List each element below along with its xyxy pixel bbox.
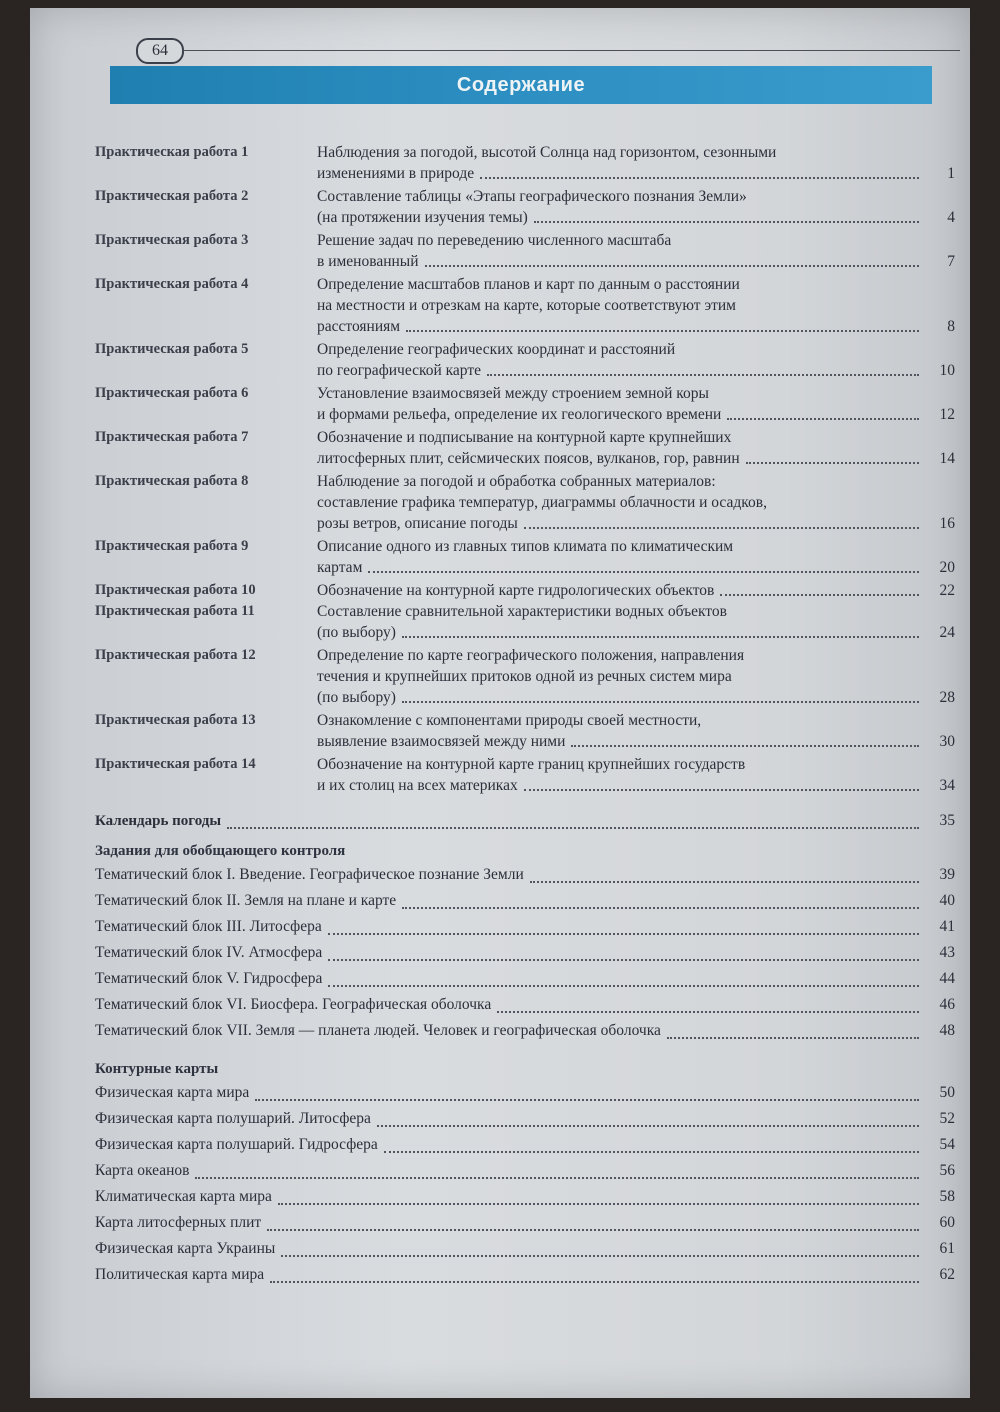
toc-practical-work — [95, 142, 955, 184]
control-task-entry-text: Тематический блок IV. Атмосфера — [95, 944, 323, 961]
contour-map-entry — [95, 1158, 955, 1184]
contour-map-entry-text: Физическая карта Украины — [95, 1240, 276, 1257]
description-line — [317, 622, 955, 643]
dot-leader — [497, 1011, 919, 1013]
page-ref: 44 — [939, 970, 955, 987]
practical-work-label: Практическая работа 6 — [95, 385, 249, 401]
practical-work-label: Практическая работа 8 — [95, 473, 249, 489]
contour-map-entry — [95, 1262, 955, 1288]
toc-practical-work — [95, 645, 955, 708]
description-text: и их столиц на всех материках — [317, 777, 518, 794]
dot-leader — [402, 636, 919, 638]
description-text: и формами рельефа, определение их геологического времени — [317, 406, 722, 423]
page-ref: 52 — [939, 1110, 955, 1127]
page-ref: 40 — [939, 892, 955, 909]
page-ref: 34 — [939, 777, 955, 794]
practical-work-label: Практическая работа 10 — [95, 582, 256, 598]
page-ref: 28 — [939, 689, 955, 706]
description-line: Наблюдение за погодой и обработка собранных материалов: — [317, 473, 716, 490]
page-number: 64 — [136, 38, 184, 64]
description-line: Наблюдения за погодой, высотой Солнца над горизонтом, сезонными — [317, 144, 777, 161]
page-header — [120, 38, 960, 62]
control-task-entry-text: Тематический блок V. Гидросфера — [95, 970, 323, 987]
practical-work-label: Практическая работа 5 — [95, 341, 249, 357]
page-ref: 62 — [939, 1266, 955, 1283]
dot-leader — [406, 330, 919, 332]
toc-practical-work — [95, 754, 955, 796]
practical-work-label: Практическая работа 7 — [95, 429, 249, 445]
description-line: Описание одного из главных типов климата по климатическим — [317, 538, 734, 555]
toc-practical-work — [95, 186, 955, 228]
control-task-entry-text: Тематический блок II. Земля на плане и карте — [95, 892, 397, 909]
dot-leader — [384, 1151, 919, 1153]
page-ref: 50 — [939, 1084, 955, 1101]
practical-work-description — [317, 754, 955, 796]
contour-map-entry-text: Карта океанов — [95, 1162, 190, 1179]
description-line — [317, 163, 955, 184]
dot-leader — [402, 701, 919, 703]
dot-leader — [328, 933, 919, 935]
contour-map-entry — [95, 1132, 955, 1158]
description-line — [317, 207, 955, 228]
dot-leader — [281, 1255, 919, 1257]
toc-practical-work — [95, 383, 955, 425]
description-line: Решение задач по переведению численного масштаба — [317, 232, 672, 249]
dot-leader — [267, 1229, 919, 1231]
description-text: розы ветров, описание погоды — [317, 515, 518, 532]
dot-leader — [571, 745, 919, 747]
page-ref: 58 — [939, 1188, 955, 1205]
toc-practical-work — [95, 339, 955, 381]
toc-practical-work — [95, 601, 955, 643]
practical-work-description — [317, 142, 955, 184]
description-line: Составление сравнительной характеристики водных объектов — [317, 603, 727, 620]
description-text: по географической карте — [317, 362, 482, 379]
description-line — [317, 316, 955, 337]
page-ref: 1 — [947, 165, 955, 182]
toc-practical-work — [95, 274, 955, 337]
description-line: на местности и отрезкам на карте, которые соответствуют этим — [317, 297, 736, 314]
control-task-entry — [95, 1018, 955, 1044]
description-text: картам — [317, 559, 363, 576]
description-line — [317, 513, 955, 534]
toc-practical-work — [95, 710, 955, 752]
page-ref: 10 — [939, 362, 955, 379]
calendar-entry — [95, 808, 955, 834]
practical-work-description — [317, 471, 955, 534]
description-line: Обозначение и подписывание на контурной карте крупнейших — [317, 429, 732, 446]
description-text: в именованный — [317, 253, 419, 270]
control-task-entry-text: Тематический блок VI. Биосфера. Географическая оболочка — [95, 996, 492, 1013]
description-line: течения и крупнейших притоков одной из речных систем мира — [317, 668, 732, 685]
control-task-entry-text: Тематический блок III. Литосфера — [95, 918, 322, 935]
dot-leader — [328, 985, 919, 987]
contour-map-entry — [95, 1106, 955, 1132]
contour-map-entry-text: Физическая карта полушарий. Литосфера — [95, 1110, 371, 1127]
dot-leader — [328, 959, 919, 961]
practical-work-label: Практическая работа 2 — [95, 188, 249, 204]
practical-work-description — [317, 186, 955, 228]
practical-work-description — [317, 427, 955, 469]
practical-work-description — [317, 580, 955, 601]
toc-practical-work — [95, 471, 955, 534]
toc-practical-work — [95, 536, 955, 578]
page-ref: 56 — [939, 1162, 955, 1179]
contour-map-entry-text: Карта литосферных плит — [95, 1214, 262, 1231]
control-task-entry — [95, 914, 955, 940]
page-ref: 14 — [939, 450, 955, 467]
title-bar — [110, 66, 932, 104]
dot-leader — [524, 527, 919, 529]
dot-leader — [255, 1099, 919, 1101]
dot-leader — [746, 462, 919, 464]
page-ref: 8 — [947, 318, 955, 335]
description-line: Определение по карте географического положения, направления — [317, 647, 745, 664]
practical-work-description — [317, 536, 955, 578]
page-ref: 16 — [939, 515, 955, 532]
contour-map-entry — [95, 1236, 955, 1262]
contour-map-entry-text: Климатическая карта мира — [95, 1188, 272, 1205]
page-ref: 24 — [939, 624, 955, 641]
page-ref: 54 — [939, 1136, 955, 1153]
control-task-entry — [95, 992, 955, 1018]
description-line — [317, 251, 955, 272]
dot-leader — [377, 1125, 919, 1127]
practical-work-description — [317, 274, 955, 337]
page-ref: 43 — [939, 944, 955, 961]
contour-map-entry — [95, 1184, 955, 1210]
calendar-entry-text: Календарь погоды — [95, 813, 222, 829]
description-line — [317, 557, 955, 578]
description-line — [317, 731, 955, 752]
description-line — [317, 404, 955, 425]
dot-leader — [278, 1203, 919, 1205]
contour-maps-heading: Контурные карты — [95, 1061, 219, 1077]
page-ref: 60 — [939, 1214, 955, 1231]
description-line: Установление взаимосвязей между строением земной коры — [317, 385, 709, 402]
description-text: изменениями в природе — [317, 165, 475, 182]
dot-leader — [720, 594, 919, 596]
contour-map-entry — [95, 1210, 955, 1236]
description-line: Определение географических координат и расстояний — [317, 341, 676, 358]
control-task-entry — [95, 940, 955, 966]
page-ref: 12 — [939, 406, 955, 423]
page-ref: 7 — [947, 253, 955, 270]
description-line: составление графика температур, диаграммы облачности и осадков, — [317, 494, 767, 511]
description-line: Определение масштабов планов и карт по данным о расстоянии — [317, 276, 740, 293]
description-line: Составление таблицы «Этапы географического познания Земли» — [317, 188, 747, 205]
description-text: (на протяжении изучения темы) — [317, 209, 528, 226]
contour-map-entry-text: Физическая карта полушарий. Гидросфера — [95, 1136, 378, 1153]
page-ref: 30 — [939, 733, 955, 750]
practical-work-label: Практическая работа 4 — [95, 276, 249, 292]
contour-map-entry — [95, 1080, 955, 1106]
practical-work-description — [317, 383, 955, 425]
dot-leader — [727, 418, 919, 420]
dot-leader — [402, 907, 919, 909]
description-text: литосферных плит, сейсмических поясов, вулканов, гор, равнин — [317, 450, 740, 467]
description-line — [317, 360, 955, 381]
control-tasks-heading: Задания для обобщающего контроля — [95, 843, 346, 859]
dot-leader — [524, 789, 919, 791]
description-line: Обозначение на контурной карте границ крупнейших государств — [317, 756, 746, 773]
page-ref: 22 — [939, 582, 955, 599]
control-task-entry — [95, 862, 955, 888]
description-line: Ознакомление с компонентами природы своей местности, — [317, 712, 702, 729]
dot-leader — [425, 265, 919, 267]
description-text: выявление взаимосвязей между ними — [317, 733, 566, 750]
description-text: Обозначение на контурной карте гидрологических объектов — [317, 582, 715, 599]
practical-work-label: Практическая работа 9 — [95, 538, 249, 554]
description-line — [317, 448, 955, 469]
page-ref: 46 — [939, 996, 955, 1013]
table-of-contents — [95, 142, 955, 1288]
practical-work-label: Практическая работа 11 — [95, 603, 255, 619]
dot-leader — [195, 1177, 919, 1179]
control-task-entry-text: Тематический блок VII. Земля — планета людей. Человек и географическая оболочка — [95, 1022, 661, 1039]
dot-leader — [487, 374, 919, 376]
toc-practical-work — [95, 230, 955, 272]
page-ref: 61 — [939, 1240, 955, 1257]
description-line — [317, 580, 955, 601]
dot-leader — [667, 1037, 919, 1039]
practical-work-description — [317, 710, 955, 752]
description-text: расстояниям — [317, 318, 401, 335]
page-ref: 35 — [939, 812, 955, 829]
practical-work-label: Практическая работа 3 — [95, 232, 249, 248]
dot-leader — [480, 177, 919, 179]
practical-work-label: Практическая работа 14 — [95, 756, 256, 772]
page-ref: 41 — [939, 918, 955, 935]
page-ref: 20 — [939, 559, 955, 576]
practical-work-label: Практическая работа 13 — [95, 712, 256, 728]
contour-map-entry-text: Физическая карта мира — [95, 1084, 250, 1101]
toc-practical-work — [95, 427, 955, 469]
practical-work-description — [317, 339, 955, 381]
dot-leader — [270, 1281, 919, 1283]
dot-leader — [227, 827, 919, 829]
contour-map-entry-text: Политическая карта мира — [95, 1266, 265, 1283]
page-ref: 48 — [939, 1022, 955, 1039]
page-title: Содержание — [456, 74, 586, 96]
header-rule — [182, 50, 960, 51]
practical-work-description — [317, 230, 955, 272]
control-task-entry-text: Тематический блок I. Введение. Географическое познание Земли — [95, 866, 524, 883]
practical-work-description — [317, 645, 955, 708]
toc-practical-work — [95, 580, 955, 601]
dot-leader — [534, 221, 919, 223]
description-line — [317, 687, 955, 708]
description-text: (по выбору) — [317, 689, 396, 706]
practical-work-label: Практическая работа 1 — [95, 144, 249, 160]
control-task-entry — [95, 888, 955, 914]
page-ref: 39 — [939, 866, 955, 883]
dot-leader — [368, 571, 919, 573]
dot-leader — [530, 881, 919, 883]
description-text: (по выбору) — [317, 624, 396, 641]
page-ref: 4 — [947, 209, 955, 226]
practical-work-description — [317, 601, 955, 643]
control-task-entry — [95, 966, 955, 992]
practical-work-label: Практическая работа 12 — [95, 647, 256, 663]
description-line — [317, 775, 955, 796]
